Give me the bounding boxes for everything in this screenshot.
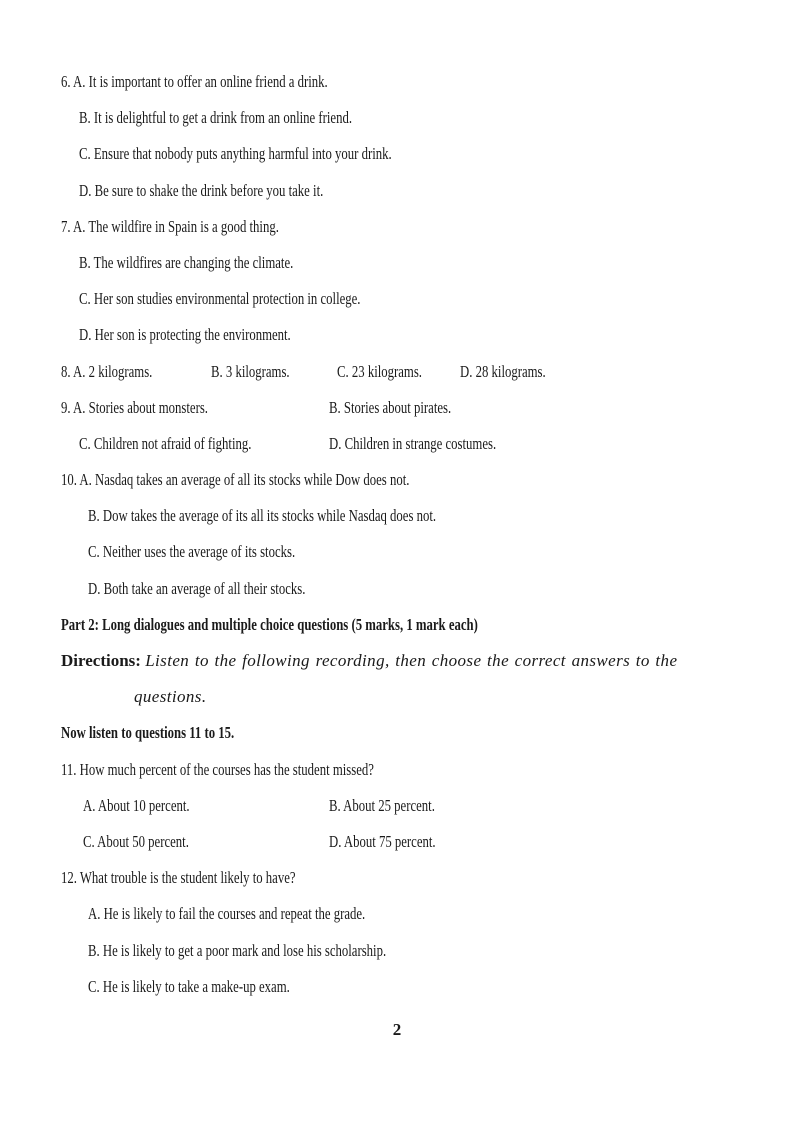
question-7-option-c: C. Her son studies environmental protection in college.	[79, 289, 361, 309]
question-7-option-a: A. The wildfire in Spain is a good thing.	[73, 216, 279, 236]
question-11-option-a: A. About 10 percent.	[83, 795, 190, 815]
question-12-line	[61, 860, 296, 896]
question-12-row-c	[0, 969, 794, 1005]
question-10-option-b: B. Dow takes the average of its all its stocks while Nasdaq does not.	[88, 506, 437, 526]
question-10-row-c	[0, 534, 794, 570]
question-8-col-a	[61, 354, 174, 390]
question-8-option-c: C. 23 kilograms.	[337, 361, 423, 381]
question-9-row-2	[0, 426, 794, 462]
question-9-row-1	[0, 390, 794, 426]
question-11-number: 11.	[61, 759, 77, 779]
question-12-text: What trouble is the student likely to have?	[79, 868, 296, 888]
question-12-option-c: C. He is likely to take a make-up exam.	[88, 976, 290, 996]
directions-text-line1: Listen to the following recording, then choose the correct answers to the	[145, 651, 678, 670]
question-9-option-d: D. Children in strange costumes.	[329, 433, 497, 453]
question-6-option-a: A. It is important to offer an online friend a drink.	[73, 72, 328, 91]
question-10-option-d: D. Both take an average of all their stocks.	[88, 578, 306, 598]
directions-label: Directions:	[61, 651, 141, 670]
question-6-row-b	[0, 100, 794, 136]
part2-heading-row	[0, 607, 794, 643]
question-6-option-d: D. Be sure to shake the drink before you take it.	[79, 180, 324, 200]
question-10-option-a: A. Nasdaq takes an average of all its stocks while Dow does not.	[79, 470, 410, 490]
question-7-number: 7.	[61, 216, 71, 236]
page-number: 2	[392, 1020, 402, 1039]
question-12-option-a: A. He is likely to fail the courses and repeat the grade.	[88, 904, 366, 924]
question-11-line	[61, 752, 374, 788]
question-10-row-d	[0, 571, 794, 607]
directions-row-2	[0, 679, 794, 715]
question-8-option-b: B. 3 kilograms.	[211, 361, 290, 381]
question-8-option-d: D. 28 kilograms.	[460, 361, 546, 381]
question-11-options-row-1	[0, 788, 794, 824]
question-6-number: 6.	[61, 72, 71, 91]
question-12-row-a	[0, 896, 794, 932]
question-9-number: 9.	[61, 397, 71, 417]
now-listen-row	[0, 715, 794, 751]
question-10-row-a	[0, 462, 794, 498]
directions-text-line2: questions.	[134, 687, 207, 707]
question-6-row-d	[0, 173, 794, 209]
question-6-line	[61, 64, 328, 100]
question-10-row-b	[0, 498, 794, 534]
question-6-row-c	[0, 136, 794, 172]
question-12-option-b: B. He is likely to get a poor mark and lose his scholarship.	[88, 940, 387, 960]
question-12-row-b	[0, 933, 794, 969]
question-10-number: 10.	[61, 470, 77, 490]
part2-heading: Part 2: Long dialogues and multiple choice questions (5 marks, 1 mark each)	[61, 614, 478, 634]
question-12-number: 12.	[61, 868, 77, 888]
question-7-option-d: D. Her son is protecting the environment.	[79, 325, 291, 345]
question-9-option-a: A. Stories about monsters.	[73, 397, 208, 417]
question-7-line	[61, 209, 279, 245]
question-9-option-c: C. Children not afraid of fighting.	[79, 433, 252, 453]
question-7-row-b	[0, 245, 794, 281]
question-11-option-d: D. About 75 percent.	[329, 831, 436, 851]
question-12-row	[0, 860, 794, 896]
question-11-option-b: B. About 25 percent.	[329, 795, 435, 815]
question-7-row-c	[0, 281, 794, 317]
question-7-row-a	[0, 209, 794, 245]
question-8-option-a: A. 2 kilograms.	[73, 361, 153, 381]
exam-body	[0, 64, 794, 1005]
question-11-row	[0, 752, 794, 788]
question-10-option-c: C. Neither uses the average of its stocks.	[88, 542, 296, 562]
question-6-row-a	[0, 64, 794, 100]
question-9-option-b: B. Stories about pirates.	[329, 397, 452, 417]
question-7-option-b: B. The wildfires are changing the climate.	[79, 252, 294, 272]
question-11-options-row-2	[0, 824, 794, 860]
question-6-option-c: C. Ensure that nobody puts anything harmful into your drink.	[79, 144, 392, 164]
question-8-row	[0, 354, 794, 390]
question-8-number: 8.	[61, 361, 71, 381]
question-11-option-c: C. About 50 percent.	[83, 831, 189, 851]
question-7-row-d	[0, 317, 794, 353]
question-6-option-b: B. It is delightful to get a drink from an online friend.	[79, 108, 353, 128]
question-9-col-a	[61, 390, 262, 426]
directions-row	[0, 643, 794, 679]
now-listen-text: Now listen to questions 11 to 15.	[61, 723, 235, 743]
question-10-line	[61, 462, 409, 498]
question-11-text: How much percent of the courses has the student missed?	[79, 759, 374, 779]
